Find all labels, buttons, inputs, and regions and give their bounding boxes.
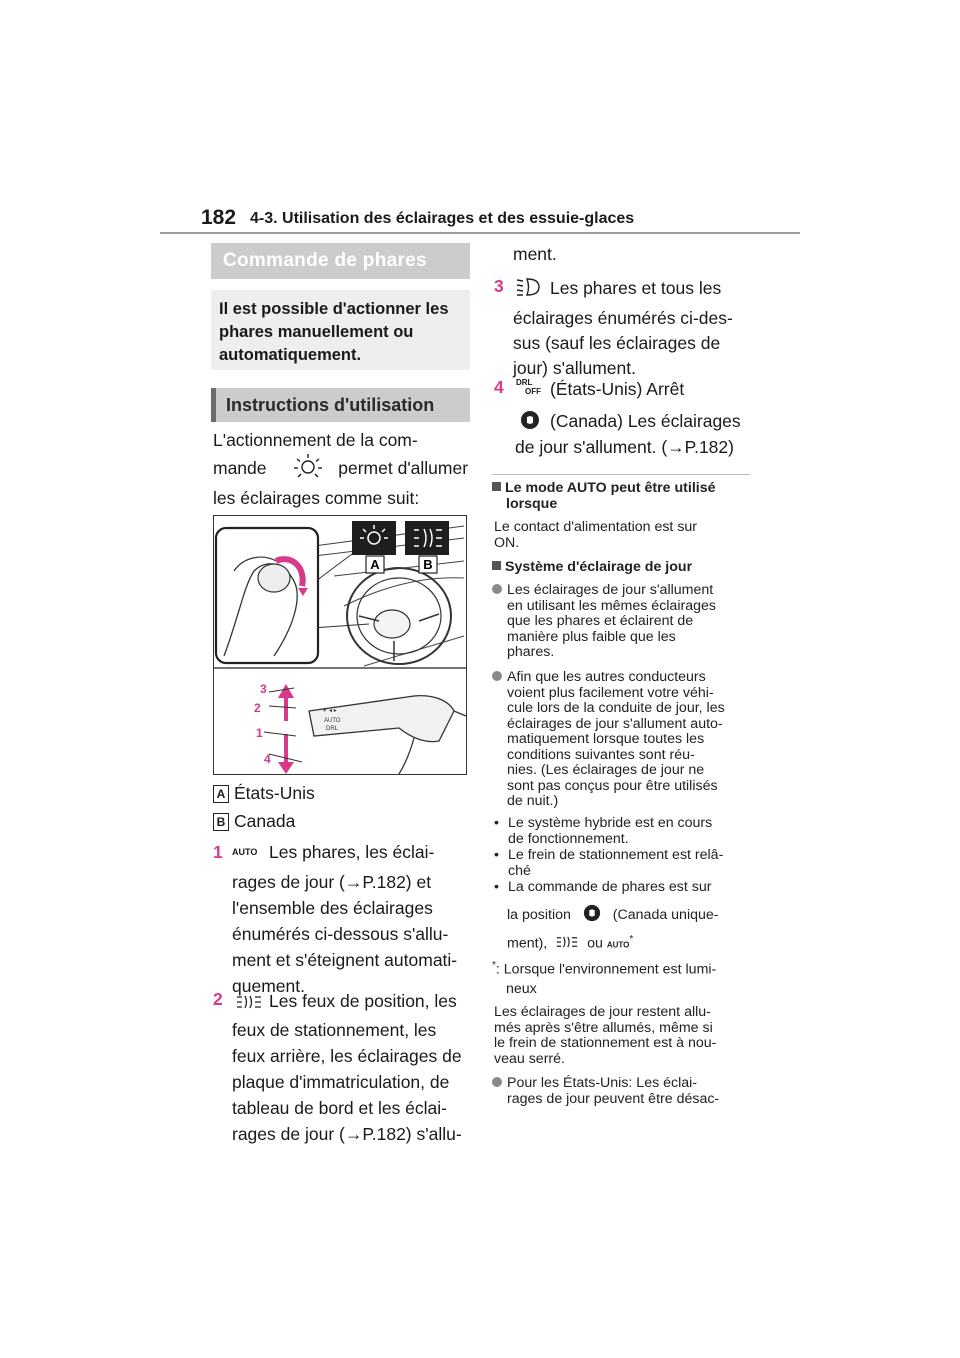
item1-line: rages de jour (→P.182) et [232, 872, 432, 892]
headlight-icon [515, 277, 543, 302]
legend-canada [213, 811, 295, 832]
item1-line: Les phares, les éclai- [269, 842, 435, 862]
drl-on-icon [520, 410, 540, 435]
round-bullet-icon [492, 584, 502, 594]
note-title-text: Système d'éclairage de jour [505, 559, 693, 575]
condition-3-line-2 [507, 904, 719, 927]
item2-continuation: ment. [513, 244, 557, 264]
note-line: La commande de phares est sur [508, 879, 712, 895]
lead-line [213, 453, 475, 486]
note-line: de nuit.) [507, 793, 559, 809]
note-line: que les phares et éclairent de [507, 613, 694, 629]
figure-label-a: A [370, 557, 380, 572]
svg-text:AUTO: AUTO [324, 718, 341, 724]
auto-icon: AUTO [606, 940, 630, 950]
note-line: la position [507, 907, 571, 923]
note-line: conditions suivantes sont réu- [507, 746, 695, 763]
auto-icon: AUTO [232, 847, 258, 857]
item3-line: sus (sauf les éclairages de [513, 333, 721, 353]
note-line: Le frein de stationnement est relâ- [508, 847, 724, 863]
position-4-label: 4 [264, 752, 271, 766]
drl-off-icon [516, 378, 541, 396]
parking-light-icon [556, 935, 578, 954]
note-line: manière plus faible que les [507, 628, 676, 645]
item2-line: feux de stationnement, les [232, 1020, 437, 1040]
item3-line: Les phares et tous les [550, 278, 722, 298]
note-line: éclairages de jour s'allument auto- [507, 715, 723, 732]
note-line: : Lorsque l'environnement est lumi- [495, 961, 717, 978]
note-line: Le contact d'alimentation est sur [494, 519, 698, 535]
lead-line: L'actionnement de la com- [213, 430, 418, 450]
note-line: ment), [507, 935, 548, 952]
lead-paragraph [213, 428, 475, 511]
note-title-text: Le mode AUTO peut être utilisé [505, 480, 716, 496]
position-2-label: 2 [254, 701, 261, 715]
item-number: 4 [494, 377, 504, 397]
note-line: ou [587, 935, 603, 952]
note-line: Le système hybride est en cours [508, 815, 713, 831]
item1-line: quement. [232, 976, 305, 996]
note-line: nies. (Les éclairages de jour ne [507, 762, 705, 778]
drl-off-icon-top: DRL [516, 378, 533, 387]
item1-line: l'ensemble des éclairages [232, 898, 433, 918]
figure-label-b: B [423, 557, 433, 572]
note-line: (Canada unique- [612, 907, 719, 923]
lead-text: mande [213, 458, 267, 479]
legend-text: États-Unis [234, 783, 315, 803]
note-line: cule lors de la conduite de jour, les [507, 700, 725, 716]
item4-line: (États-Unis) Arrêt [550, 379, 685, 399]
note-line: phares. [507, 644, 555, 660]
item3-line: éclairages énumérés ci-des- [513, 308, 733, 328]
item4-line: de jour s'allument. (→P.182) [515, 437, 734, 457]
intro-box: Il est possible d'actionner les phares manuellement ou automatiquement. [211, 290, 470, 370]
section-title: 4-3. Utilisation des éclairages et des essuie-glaces [250, 210, 635, 227]
condition-3-line-3 [507, 932, 633, 953]
note-drl-bullet-3 [492, 1076, 719, 1107]
note-line: més après s'être allumés, même si [494, 1019, 713, 1036]
note-line: en utilisant les mêmes éclairages [507, 597, 716, 614]
round-bullet-icon [492, 671, 502, 681]
note-line: voient plus facilement votre véhi- [507, 684, 714, 701]
note-line: neux [506, 981, 537, 998]
header-rule [160, 232, 800, 234]
note-drl-bullet-1 [492, 583, 716, 661]
note-line: ON. [494, 534, 520, 551]
item1-line: énumérés ci-dessous s'allu- [232, 924, 449, 944]
square-bullet-icon [492, 482, 501, 491]
position-1-label: 1 [256, 726, 263, 740]
note-line: sont pas conçus pour être utilisés [507, 777, 718, 794]
item1-line: ment et s'éteignent automati- [232, 950, 458, 970]
square-bullet-icon [492, 561, 501, 570]
svg-text:☀ ◂ ▸: ☀ ◂ ▸ [322, 708, 337, 714]
round-bullet-icon [492, 1077, 502, 1087]
legend-tag: B [213, 813, 229, 831]
item2-line: feux arrière, les éclairages de [232, 1046, 462, 1066]
note-line: Les éclairages de jour s'allument [507, 582, 714, 598]
note-line: ché [508, 862, 531, 879]
footnote-mark: * [629, 934, 634, 945]
item2-line: rages de jour (→P.182) s'allu- [232, 1124, 462, 1144]
note-drl-title [492, 560, 692, 576]
item3-line: jour) s'allument. [513, 358, 636, 378]
condition-2: • Le frein de stationnement est relâ- ché [494, 847, 724, 879]
item4-line: (Canada) Les éclairages [550, 411, 741, 431]
heading-headlight-switch: Commande de phares [211, 243, 470, 279]
note-line: de fonctionnement. [508, 830, 629, 847]
position-3-label: 3 [260, 682, 267, 696]
item-number: 2 [213, 989, 223, 1009]
note-line: veau serré. [494, 1050, 565, 1067]
parking-light-icon [236, 994, 262, 1015]
note-line: Les éclairages de jour restent allu- [494, 1004, 711, 1020]
note-line: rages de jour peuvent être désac- [507, 1090, 720, 1107]
item-number: 3 [494, 276, 504, 296]
drl-remain-text [494, 1005, 716, 1067]
note-line: Pour les États-Unis: Les éclai- [507, 1075, 698, 1091]
lead-line: les éclairages comme suit: [213, 488, 420, 508]
drl-on-icon [583, 904, 601, 927]
condition-1: • Le système hybride est en cours de fonctionnement. [494, 815, 713, 847]
drl-off-icon-bottom: OFF [525, 387, 541, 396]
legend-tag: A [213, 785, 229, 803]
notes-separator [492, 474, 750, 475]
note-auto-mode-title [492, 481, 715, 512]
item2-line: plaque d'immatriculation, de [232, 1072, 450, 1092]
svg-text:DRL: DRL [326, 726, 339, 732]
note-drl-bullet-2 [492, 670, 725, 810]
footnote-mark: * [492, 960, 496, 971]
heading-operating-instructions: Instructions d'utilisation [211, 388, 470, 422]
light-switch-icon [293, 453, 323, 486]
note-auto-mode-text [494, 520, 697, 551]
note-line: Afin que les autres conducteurs [507, 669, 706, 685]
item2-line: tableau de bord et les éclai- [232, 1098, 447, 1118]
page-number: 182 [201, 206, 237, 229]
condition-3: • La commande de phares est sur [494, 879, 712, 895]
item-number: 1 [213, 842, 223, 862]
item2-line: Les feux de position, les [269, 991, 457, 1011]
note-line: le frein de stationnement est à nou- [494, 1035, 717, 1051]
footnote [492, 958, 716, 998]
legend-us [213, 783, 315, 804]
note-line: matiquement lorsque toutes les [507, 731, 705, 747]
legend-text: Canada [234, 811, 296, 831]
note-title-text: lorsque [506, 495, 558, 512]
headlight-switch-figure [213, 515, 467, 775]
lead-text: permet d'allumer [338, 458, 469, 479]
